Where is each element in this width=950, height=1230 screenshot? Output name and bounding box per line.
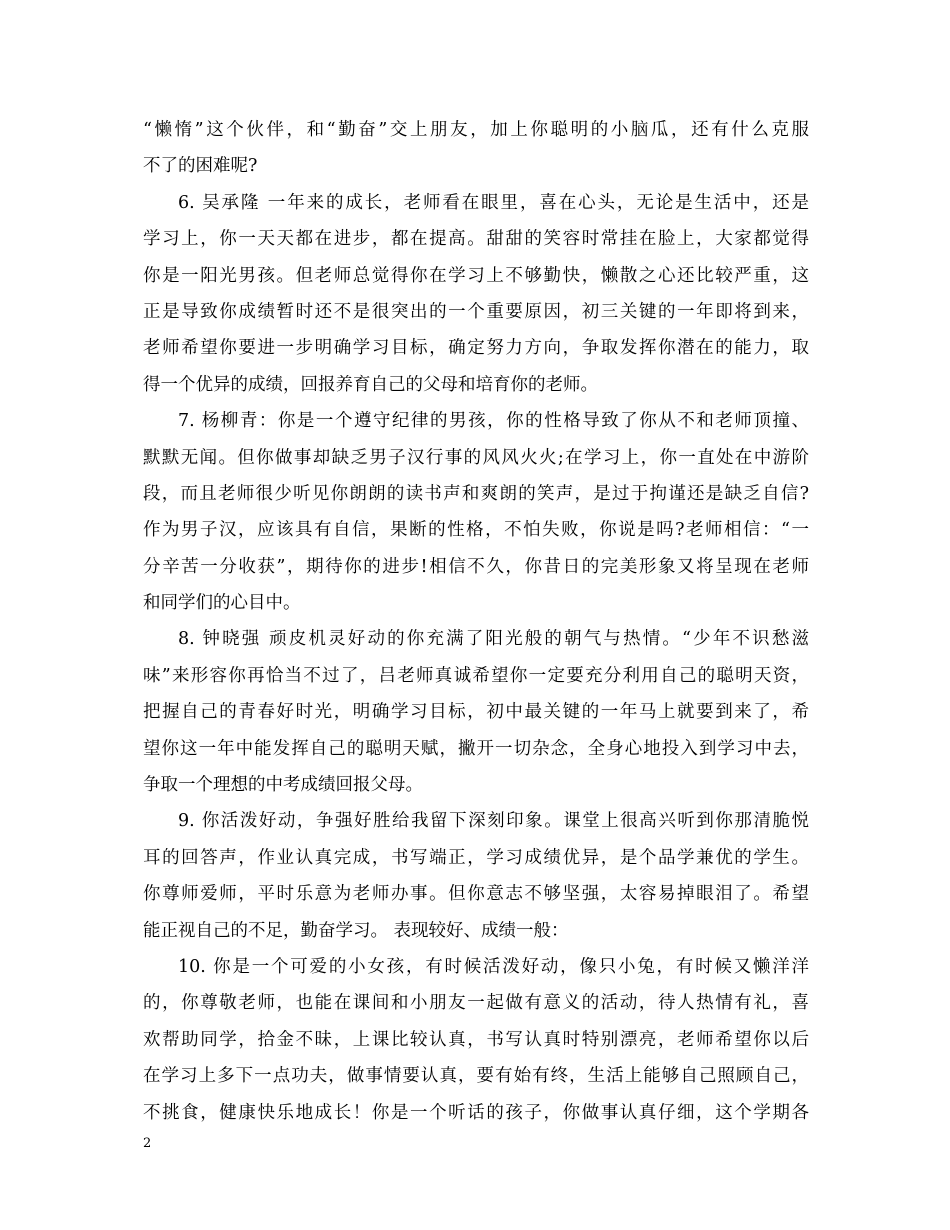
document-body	[143, 112, 809, 1131]
text-line: 老师希望你要进一步明确学习目标，确定努力方向，争取发挥你潜在的能力，取	[143, 338, 809, 359]
text-line: 6. 吴承隆 一年来的成长，老师看在眼里，喜在心头，无论是生活中，还是	[178, 192, 809, 213]
text-line: 望你这一年中能发挥自己的聪明天赋，撇开一切杂念，全身心地投入到学习中去，	[143, 738, 809, 759]
text-line: 在学习上多下一点功夫，做事情要认真，要有始有终，生活上能够自己照顾自己，	[143, 1066, 809, 1087]
page-number: 2	[143, 1136, 152, 1151]
text-line: 耳的回答声，作业认真完成，书写端正，学习成绩优异，是个品学兼优的学生。	[143, 847, 809, 868]
text-line: 和同学们的心目中。	[143, 593, 301, 614]
text-line: 能正视自己的不足，勤奋学习。 表现较好、成绩一般：	[143, 920, 569, 941]
text-line: “懒惰”这个伙伴，和“勤奋”交上朋友，加上你聪明的小脑瓜，还有什么克服	[143, 120, 809, 140]
text-line: 争取一个理想的中考成绩回报父母。	[143, 775, 423, 796]
text-line: 不了的困难呢?	[143, 156, 258, 177]
text-line: 欢帮助同学，拾金不昧，上课比较认真，书写认真时特别漂亮，老师希望你以后	[143, 1029, 809, 1050]
text-line: 得一个优异的成绩，回报养育自己的父母和培育你的老师。	[143, 374, 598, 395]
text-line: 把握自己的青春好时光，明确学习目标，初中最关键的一年马上就要到来了，希	[143, 702, 809, 723]
text-line: 10. 你是一个可爱的小女孩，有时候活泼好动，像只小兔，有时候又懒洋洋	[178, 956, 809, 977]
text-line: 你是一阳光男孩。但老师总觉得你在学习上不够勤快，懒散之心还比较严重，这	[143, 265, 809, 286]
text-line: 味”来形容你再恰当不过了，吕老师真诚希望你一定要充分利用自己的聪明天资，	[143, 665, 809, 686]
text-line: 7. 杨柳青：你是一个遵守纪律的男孩，你的性格导致了你从不和老师顶撞、	[178, 411, 809, 432]
text-line: 不挑食，健康快乐地成长！你是一个听话的孩子，你做事认真仔细，这个学期各	[143, 1102, 809, 1123]
text-line: 段，而且老师很少听见你朗朗的读书声和爽朗的笑声，是过于拘谨还是缺乏自信?	[143, 483, 809, 504]
text-line: 8. 钟晓强 顽皮机灵好动的你充满了阳光般的朝气与热情。“少年不识愁滋	[178, 629, 809, 650]
text-line: 作为男子汉，应该具有自信，果断的性格，不怕失败，你说是吗?老师相信：“一	[143, 520, 809, 541]
text-line: 的，你尊敬老师，也能在课间和小朋友一起做有意义的活动，待人热情有礼，喜	[143, 993, 809, 1014]
text-line: 默默无闻。但你做事却缺乏男子汉行事的风风火火;在学习上，你一直处在中游阶	[143, 447, 809, 468]
text-line: 正是导致你成绩暂时还不是很突出的一个重要原因，初三关键的一年即将到来，	[143, 301, 809, 322]
text-line: 学习上，你一天天都在进步，都在提高。甜甜的笑容时常挂在脸上，大家都觉得	[143, 229, 809, 250]
text-line: 分辛苦一分收获”，期待你的进步!相信不久，你昔日的完美形象又将呈现在老师	[143, 556, 809, 577]
text-line: 9. 你活泼好动，争强好胜给我留下深刻印象。课堂上很高兴听到你那清脆悦	[178, 811, 809, 832]
text-line: 你尊师爱师，平时乐意为老师办事。但你意志不够坚强，太容易掉眼泪了。希望	[143, 884, 809, 905]
